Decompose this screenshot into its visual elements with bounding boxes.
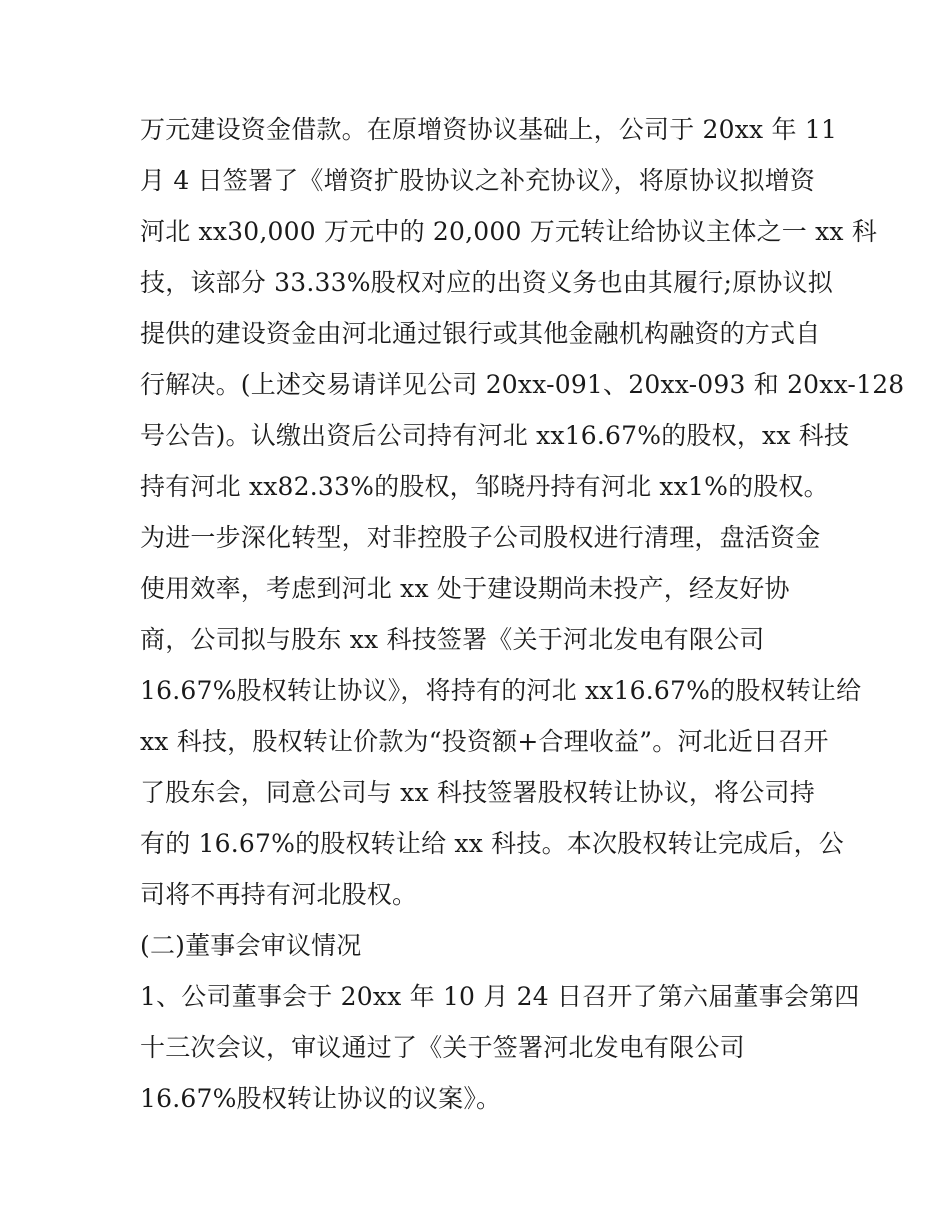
text-line: xx 科技，股权转让价款为“投资额+合理收益”。河北近日召开 bbox=[140, 727, 829, 756]
text-line: 十三次会议，审议通过了《关于签署河北发电有限公司 bbox=[140, 1033, 745, 1062]
text-line: 有的 16.67%的股权转让给 xx 科技。本次股权转让完成后，公 bbox=[140, 829, 844, 858]
text-line: 行解决。(上述交易请详见公司 20xx-091、20xx-093 和 20xx-128 bbox=[140, 370, 905, 399]
text-line: 司将不再持有河北股权。 bbox=[140, 880, 418, 909]
text-line: 商，公司拟与股东 xx 科技签署《关于河北发电有限公司 bbox=[140, 625, 765, 654]
text-line: 1、公司董事会于 20xx 年 10 月 24 日召开了第六届董事会第四 bbox=[140, 982, 860, 1011]
text-line: 了股东会，同意公司与 xx 科技签署股权转让协议，将公司持 bbox=[140, 778, 815, 807]
text-line: 提供的建设资金由河北通过银行或其他金融机构融资的方式自 bbox=[140, 319, 821, 348]
text-line: 使用效率，考虑到河北 xx 处于建设期尚未投产，经友好协 bbox=[140, 574, 790, 603]
text-line: 万元建设资金借款。在原增资协议基础上，公司于 20xx 年 11 bbox=[140, 115, 838, 144]
text-line: 技，该部分 33.33%股权对应的出资义务也由其履行;原协议拟 bbox=[140, 268, 833, 297]
text-line: 月 4 日签署了《增资扩股协议之补充协议》，将原协议拟增资 bbox=[140, 166, 816, 195]
text-line: 持有河北 xx82.33%的股权，邹晓丹持有河北 xx1%的股权。 bbox=[140, 472, 829, 501]
section-heading: (二)董事会审议情况 bbox=[140, 931, 362, 960]
text-line: 16.67%股权转让协议》，将持有的河北 xx16.67%的股权转让给 bbox=[140, 676, 862, 705]
text-line: 为进一步深化转型，对非控股子公司股权进行清理，盘活资金 bbox=[140, 523, 821, 552]
document-body bbox=[140, 104, 905, 1124]
text-line: 河北 xx30,000 万元中的 20,000 万元转让给协议主体之一 xx 科 bbox=[140, 217, 878, 246]
text-line: 16.67%股权转让协议的议案》。 bbox=[140, 1084, 502, 1113]
text-line: 号公告)。认缴出资后公司持有河北 xx16.67%的股权，xx 科技 bbox=[140, 421, 850, 450]
